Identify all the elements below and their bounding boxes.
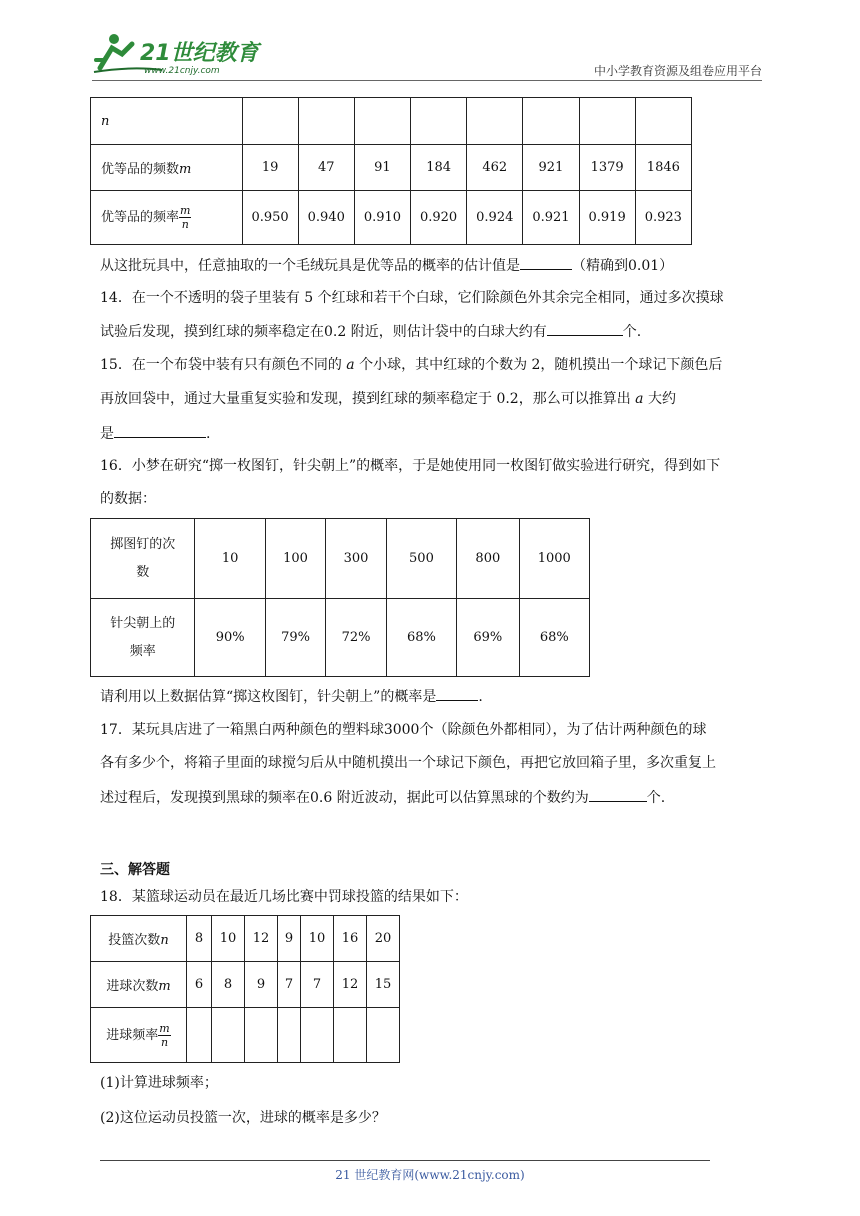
count-cell-5: 800 [457, 519, 519, 599]
q15-line1: 15．在一个布袋中装有只有颜色不同的 a 个小球，其中红球的个数为 2，随机摸出一个球记下颜色后 [100, 357, 723, 373]
row-label-m: 优等品的频数m [91, 145, 243, 191]
row-label-shots: 投篮次数n [91, 916, 187, 962]
rate-cell-3: 72% [326, 599, 386, 677]
rate-input-2[interactable] [212, 1008, 245, 1063]
q15-line2: 再放回袋中，通过大量重复实验和发现，摸到红球的频率稳定于 0.2，那么可以推算出 a 大约 [100, 391, 676, 407]
answer-blank-14[interactable] [547, 321, 623, 336]
row-label-goals: 进球次数m [91, 962, 187, 1008]
m-cell-1: 19 [242, 145, 298, 191]
q16-line2: 的数据： [100, 491, 156, 507]
m-cell-8: 1846 [635, 145, 691, 191]
table-row [91, 599, 590, 677]
table-row [91, 519, 590, 599]
table-row [91, 98, 692, 145]
f-cell-7: 0.919 [579, 191, 635, 245]
table-row [91, 962, 400, 1008]
q14-line2: 试验后发现，摸到红球的频率稳定在0.2 附近，则估计袋中的白球大约有 个. [100, 321, 641, 342]
f-cell-6: 0.921 [523, 191, 579, 245]
table-thumbtack [90, 518, 590, 677]
f-cell-5: 0.924 [467, 191, 523, 245]
row-label-rate: 针尖朝上的 频率 [91, 599, 195, 677]
m-cell-7: 1379 [579, 145, 635, 191]
row-label-goal-rate: 进球频率 $\frac{m}{n}$ [91, 1008, 187, 1063]
count-cell-6: 1000 [519, 519, 589, 599]
shots-cell-1: 8 [187, 916, 212, 962]
rate-input-3[interactable] [245, 1008, 278, 1063]
row-label-n: n [91, 98, 243, 145]
answer-blank-15[interactable] [114, 423, 206, 438]
row-label-frequency: 优等品的频率 $\frac{m}{n}$ [91, 191, 243, 245]
table-quality-frequency [90, 97, 692, 245]
goals-cell-3: 9 [245, 962, 278, 1008]
rate-cell-4: 68% [386, 599, 456, 677]
logo-text: 21世纪教育 [140, 41, 259, 66]
header-divider [92, 80, 762, 81]
q13-text: 从这批玩具中，任意抽取的一个毛绒玩具是优等品的概率的估计值是 （精确到0.01） [100, 255, 673, 276]
logo-url: www.21cnjy.com [144, 66, 220, 76]
rate-cell-1: 90% [195, 599, 265, 677]
goals-cell-5: 7 [301, 962, 334, 1008]
goals-cell-2: 8 [212, 962, 245, 1008]
answer-blank-13[interactable] [520, 255, 572, 270]
shots-cell-2: 10 [212, 916, 245, 962]
table-row [91, 1008, 400, 1063]
f-cell-1: 0.950 [242, 191, 298, 245]
shots-cell-4: 9 [278, 916, 301, 962]
answer-blank-17[interactable] [589, 787, 647, 802]
table-row [91, 145, 692, 191]
q18-part1: (1)计算进球频率； [100, 1075, 218, 1091]
m-cell-4: 184 [411, 145, 467, 191]
m-cell-3: 91 [354, 145, 410, 191]
m-cell-6: 921 [523, 145, 579, 191]
header-platform-text: 中小学教育资源及组卷应用平台 [593, 64, 762, 78]
shots-cell-5: 10 [301, 916, 334, 962]
rate-input-7[interactable] [367, 1008, 400, 1063]
fraction-m-over-n: $\frac{m}{n}$ [180, 204, 191, 231]
shots-cell-6: 16 [334, 916, 367, 962]
f-cell-3: 0.910 [354, 191, 410, 245]
rate-cell-2: 79% [265, 599, 325, 677]
f-cell-8: 0.923 [635, 191, 691, 245]
goals-cell-1: 6 [187, 962, 212, 1008]
q15-line3: 是 . [100, 423, 210, 444]
footer-divider [100, 1160, 710, 1161]
logo-21cnjy [92, 30, 262, 76]
count-cell-1: 10 [195, 519, 265, 599]
q17-line1: 17．某玩具店进了一箱黑白两种颜色的塑料球3000个（除颜色外都相同），为了估计两种颜色的球 [100, 722, 707, 738]
shots-cell-3: 12 [245, 916, 278, 962]
rate-cell-5: 69% [457, 599, 519, 677]
q18-part2: (2)这位运动员投篮一次，进球的概率是多少？ [100, 1110, 386, 1126]
rate-input-4[interactable] [278, 1008, 301, 1063]
count-cell-3: 300 [326, 519, 386, 599]
section-title: 三、解答题 [100, 862, 170, 878]
rate-cell-6: 68% [519, 599, 589, 677]
f-cell-2: 0.940 [298, 191, 354, 245]
q17-line2: 各有多少个，将箱子里面的球搅匀后从中随机摸出一个球记下颜色，再把它放回箱子里，多次重复上 [100, 755, 716, 771]
count-cell-4: 500 [386, 519, 456, 599]
rate-input-6[interactable] [334, 1008, 367, 1063]
q17-line3: 述过程后，发现摸到黑球的频率在0.6 附近波动，据此可以估算黑球的个数约为 个. [100, 787, 665, 808]
fraction-m-over-n: $\frac{m}{n}$ [159, 1021, 170, 1049]
goals-cell-7: 15 [367, 962, 400, 1008]
count-cell-2: 100 [265, 519, 325, 599]
goals-cell-6: 12 [334, 962, 367, 1008]
table-row [91, 916, 400, 962]
m-cell-5: 462 [467, 145, 523, 191]
m-cell-2: 47 [298, 145, 354, 191]
footer-text[interactable]: 21 世纪教育网(www.21cnjy.com) [335, 1168, 525, 1182]
row-label-count: 掷图钉的次 数 [91, 519, 195, 599]
table-row [91, 191, 692, 245]
q16-question: 请利用以上数据估算“掷这枚图钉，针尖朝上”的概率是 . [100, 686, 483, 707]
answer-blank-16[interactable] [436, 686, 478, 701]
shots-cell-7: 20 [367, 916, 400, 962]
goals-cell-4: 7 [278, 962, 301, 1008]
f-cell-4: 0.920 [411, 191, 467, 245]
table-basketball [90, 915, 400, 1063]
q18-line1: 18．某篮球运动员在最近几场比赛中罚球投篮的结果如下： [100, 889, 468, 905]
q14-line1: 14．在一个不透明的袋子里装有 5 个红球和若干个白球，它们除颜色外其余完全相同，通过多次摸球 [100, 290, 724, 306]
rate-input-5[interactable] [301, 1008, 334, 1063]
rate-input-1[interactable] [187, 1008, 212, 1063]
q16-line1: 16．小梦在研究“掷一枚图钉，针尖朝上”的概率，于是她使用同一枚图钉做实验进行研究，得到如下 [100, 458, 721, 474]
